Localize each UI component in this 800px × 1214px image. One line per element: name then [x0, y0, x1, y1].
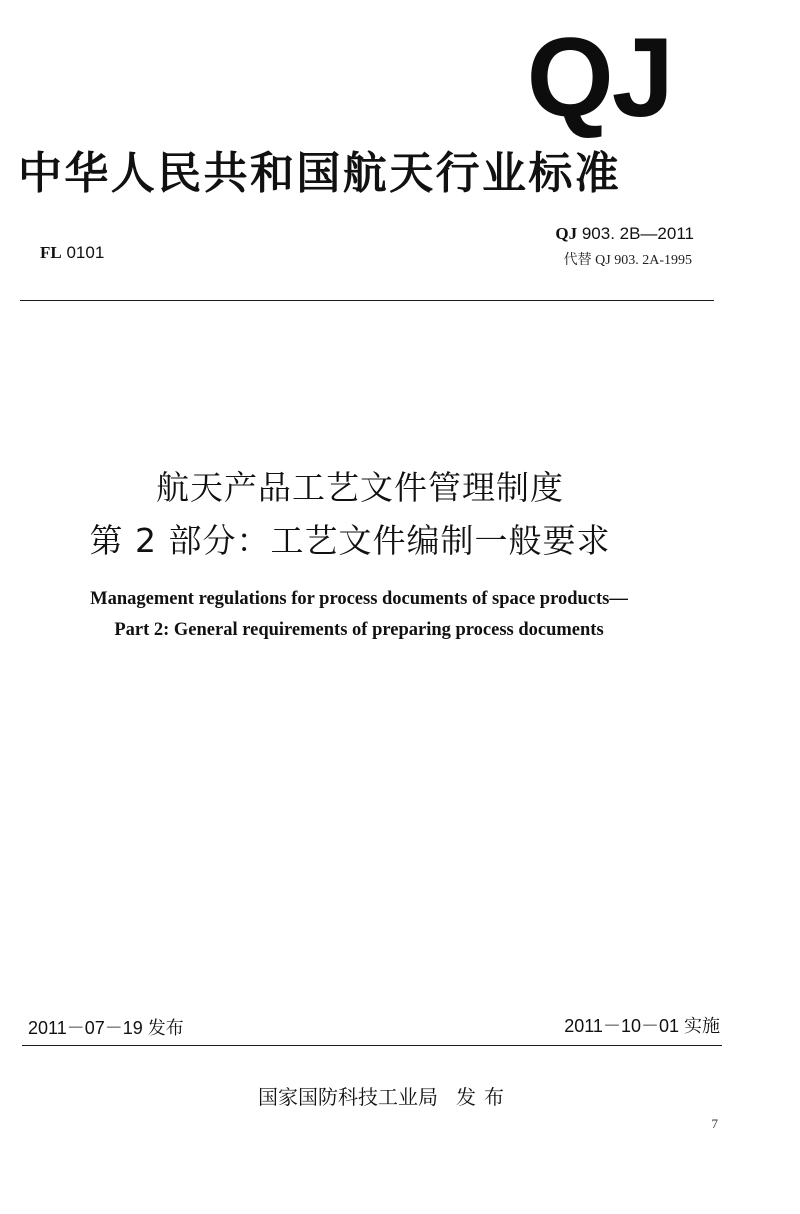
standard-code: 903. 2B—2011: [581, 224, 694, 243]
classification-code: [40, 243, 104, 263]
standard-number: [555, 224, 694, 244]
header-divider: [20, 300, 714, 301]
publisher: [258, 1081, 512, 1110]
standard-prefix: QJ: [555, 224, 578, 243]
qj-logo: QJ: [526, 15, 672, 140]
issuing-country-standard-name: 中华人民共和国航天行业标准: [18, 148, 622, 199]
implementation-date: 2011－10－01 实施: [564, 1016, 720, 1036]
issue-date: 2011－07－19 发布: [28, 1018, 184, 1038]
replaces-standard: 代替 QJ 903. 2A-1995: [563, 253, 692, 268]
classification-prefix: FL: [40, 243, 62, 262]
publisher-action: 发布: [456, 1085, 512, 1109]
title-cn-line2: 第 2 部分：工艺文件编制一般要求: [89, 521, 611, 560]
publisher-name: 国家国防科技工业局: [258, 1085, 438, 1109]
title-cn-line1: 航天产品工艺文件管理制度: [156, 468, 564, 507]
page-number: 7: [711, 1116, 718, 1131]
title-en-line2: Part 2: General requirements of preparing process documents: [114, 620, 604, 640]
classification-number: 0101: [66, 243, 105, 262]
title-en-line1: Management regulations for process documents of space products—: [90, 589, 628, 609]
footer-divider: [22, 1045, 722, 1046]
